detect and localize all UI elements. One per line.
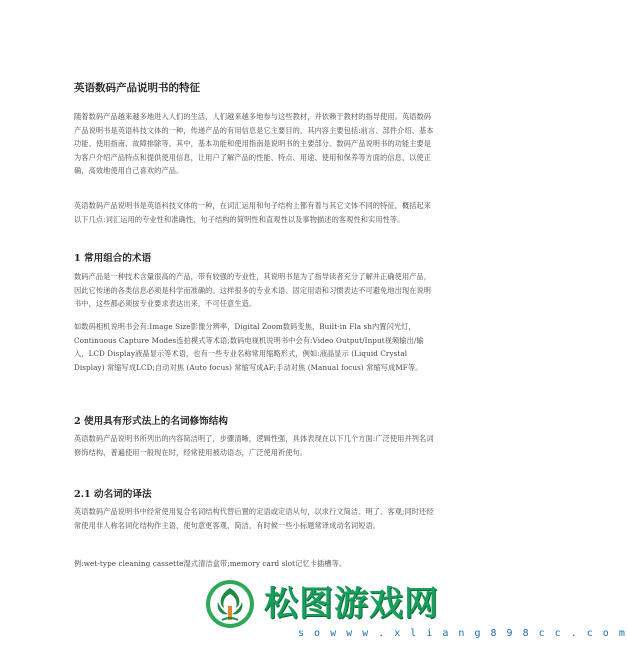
section-2-paragraph-1: 英语数码产品说明书所列出的内容简洁明了，步骤清晰，逻辑性强，具体表现在以下几个方面:广泛使用并列名词修饰结构，普遍使用一般现在时，经常使用被动语态，广泛使用祈使句。	[74, 434, 434, 457]
section-heading-2: 2 使用具有形式法上的名词修饰结构	[74, 416, 228, 427]
watermark-url: s o w w w . x l i a n g 8 9 8 c c . c o m	[298, 628, 627, 639]
watermark-brand-text: 松图游戏网	[264, 584, 439, 624]
watermark	[198, 572, 627, 647]
section-1-paragraph-2: 如数码相机说明书会有:Image Size影像分辨率，Digital Zoom数码变焦，Built-in Fla sh内置闪光灯，Continuous Capture Modes连拍模式等术语;数码电视机说明书中会有:Video Output/Input视频输出/输入，LCD Display液晶显示等术语，也有一些专业名称常用缩略形式，例如:液晶显示 (Liquid Crystal Display) 常缩写成LCD;自动对焦 (Auto focus) 常缩写成AF;手动对焦 (Manual focus) 常缩写成MF等。	[74, 322, 424, 372]
section-heading-3: 2.1 动名词的译法	[74, 489, 152, 500]
intro-paragraph-2: 英语数码产品说明书是英语科技文体的一种，在词汇运用和句子结构上都有着与其它文体不同的特征，概括起来以下几点:词汇运用的专业性和准确性、句子结构的简明性和直观性以及事物描述的客观性和实用性等。	[74, 201, 432, 224]
section-heading-1: 1 常用组合的术语	[74, 253, 152, 264]
document-title: 英语数码产品说明书的特征	[74, 82, 200, 94]
section-3-paragraph-2: 例:wet-type cleaning cassette湿式清洁盒带;memory card slot记忆卡插槽等。	[74, 559, 347, 568]
green-tree-logo-icon	[204, 578, 256, 630]
intro-paragraph-1: 随着数码产品越来越多地进入人们的生活，人们越来越多地参与这些教材，并依赖于教材的指导使用。英语数码产品说明书是英语科技文体的一种，传递产品的有用信息是它主要目的，其内容主要包括:前言、部件介绍、基本功能、使用指南、故障排除等。其中，基本功能和使用指南是说明书的主要部分。数码产品说明书的功能主要是为客户介绍产品特点和提供使用信息，让用户了解产品的性能、特点、用途、使用和保养等方面的信息，以使正确，高效地使用自己喜欢的产品。	[74, 112, 434, 176]
section-3-paragraph-1: 英语数码产品说明书中经常使用复合名词结构代替后置的定语或定语从句，以求行文简洁、明了、客观;同时还经常使用非人称名词化结构作主语，使句意更客观、简洁，有时候一些小标题常译成动名词短语。	[74, 507, 434, 530]
section-1-paragraph-1: 数码产品是一种技术含量很高的产品，带有较强的专业性，其说明书是为了指导读者充分了解并正确使用产品，因此它传递的各类信息必须是科学而准确的。这样很多的专业术语、固定用语和习惯表达不可避免地出现在说明书中，这些都必须按专业要求表达出来，不可任意生造。	[74, 272, 432, 309]
